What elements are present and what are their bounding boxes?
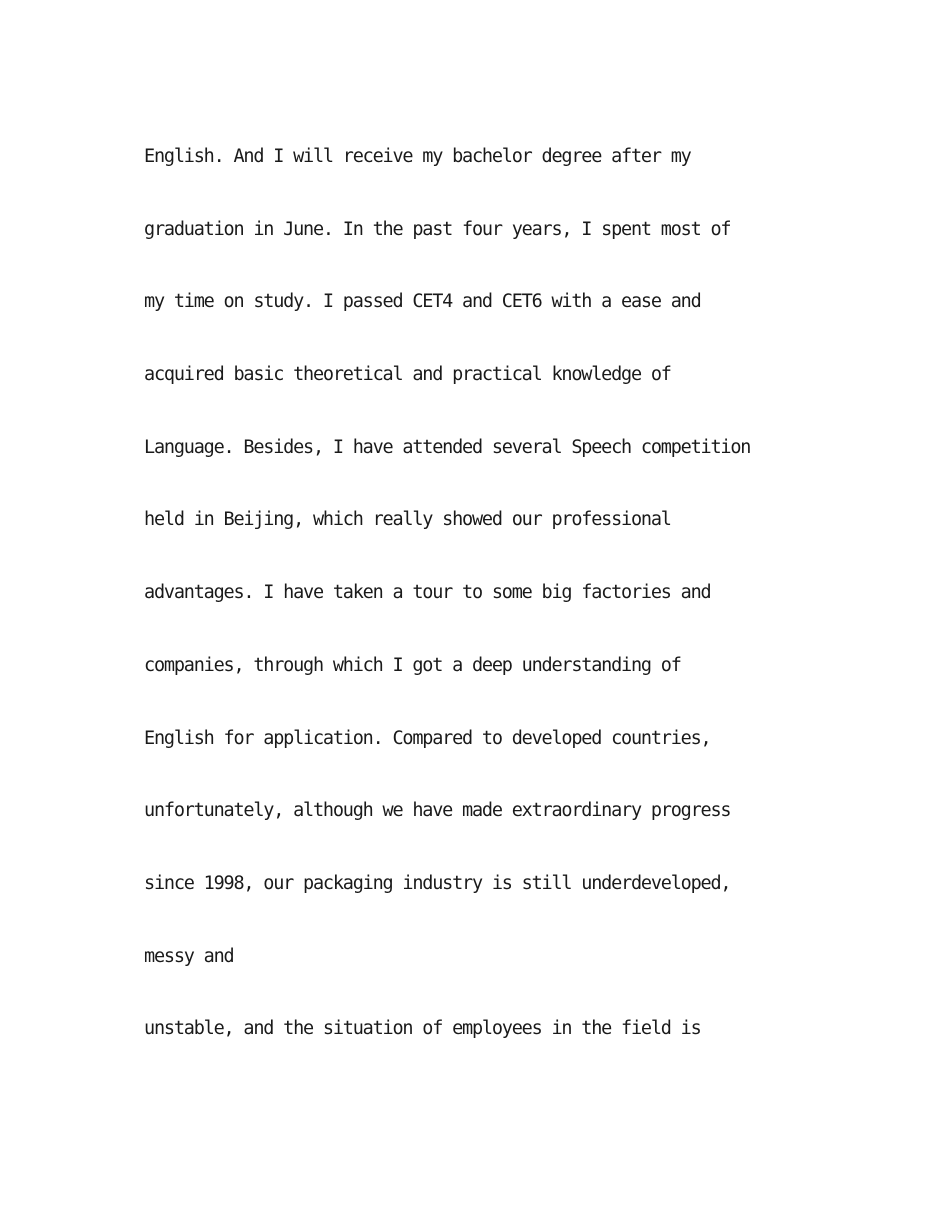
text-line: messy and [144, 945, 234, 967]
text-line: Language. Besides, I have attended several Speech competition [144, 436, 751, 458]
text-line: graduation in June. In the past four years, I spent most of [144, 218, 731, 240]
text-line: my time on study. I passed CET4 and CET6 with a ease and [144, 291, 701, 313]
text-line: unfortunately, although we have made extraordinary progress [144, 800, 731, 822]
text-line: English. And I will receive my bachelor degree after my [144, 146, 691, 167]
text-line: held in Beijing, which really showed our professional [144, 509, 671, 531]
text-line: acquired basic theoretical and practical knowledge of [144, 364, 671, 386]
text-line: since 1998, our packaging industry is still underdeveloped, [144, 872, 731, 894]
text-line: companies, through which I got a deep understanding of [144, 654, 681, 676]
text-line: English for application. Compared to developed countries, [144, 727, 711, 749]
body-text [144, 138, 844, 1083]
text-line: advantages. I have taken a tour to some big factories and [144, 582, 711, 604]
text-line: unstable, and the situation of employees in the field is [144, 1018, 701, 1040]
